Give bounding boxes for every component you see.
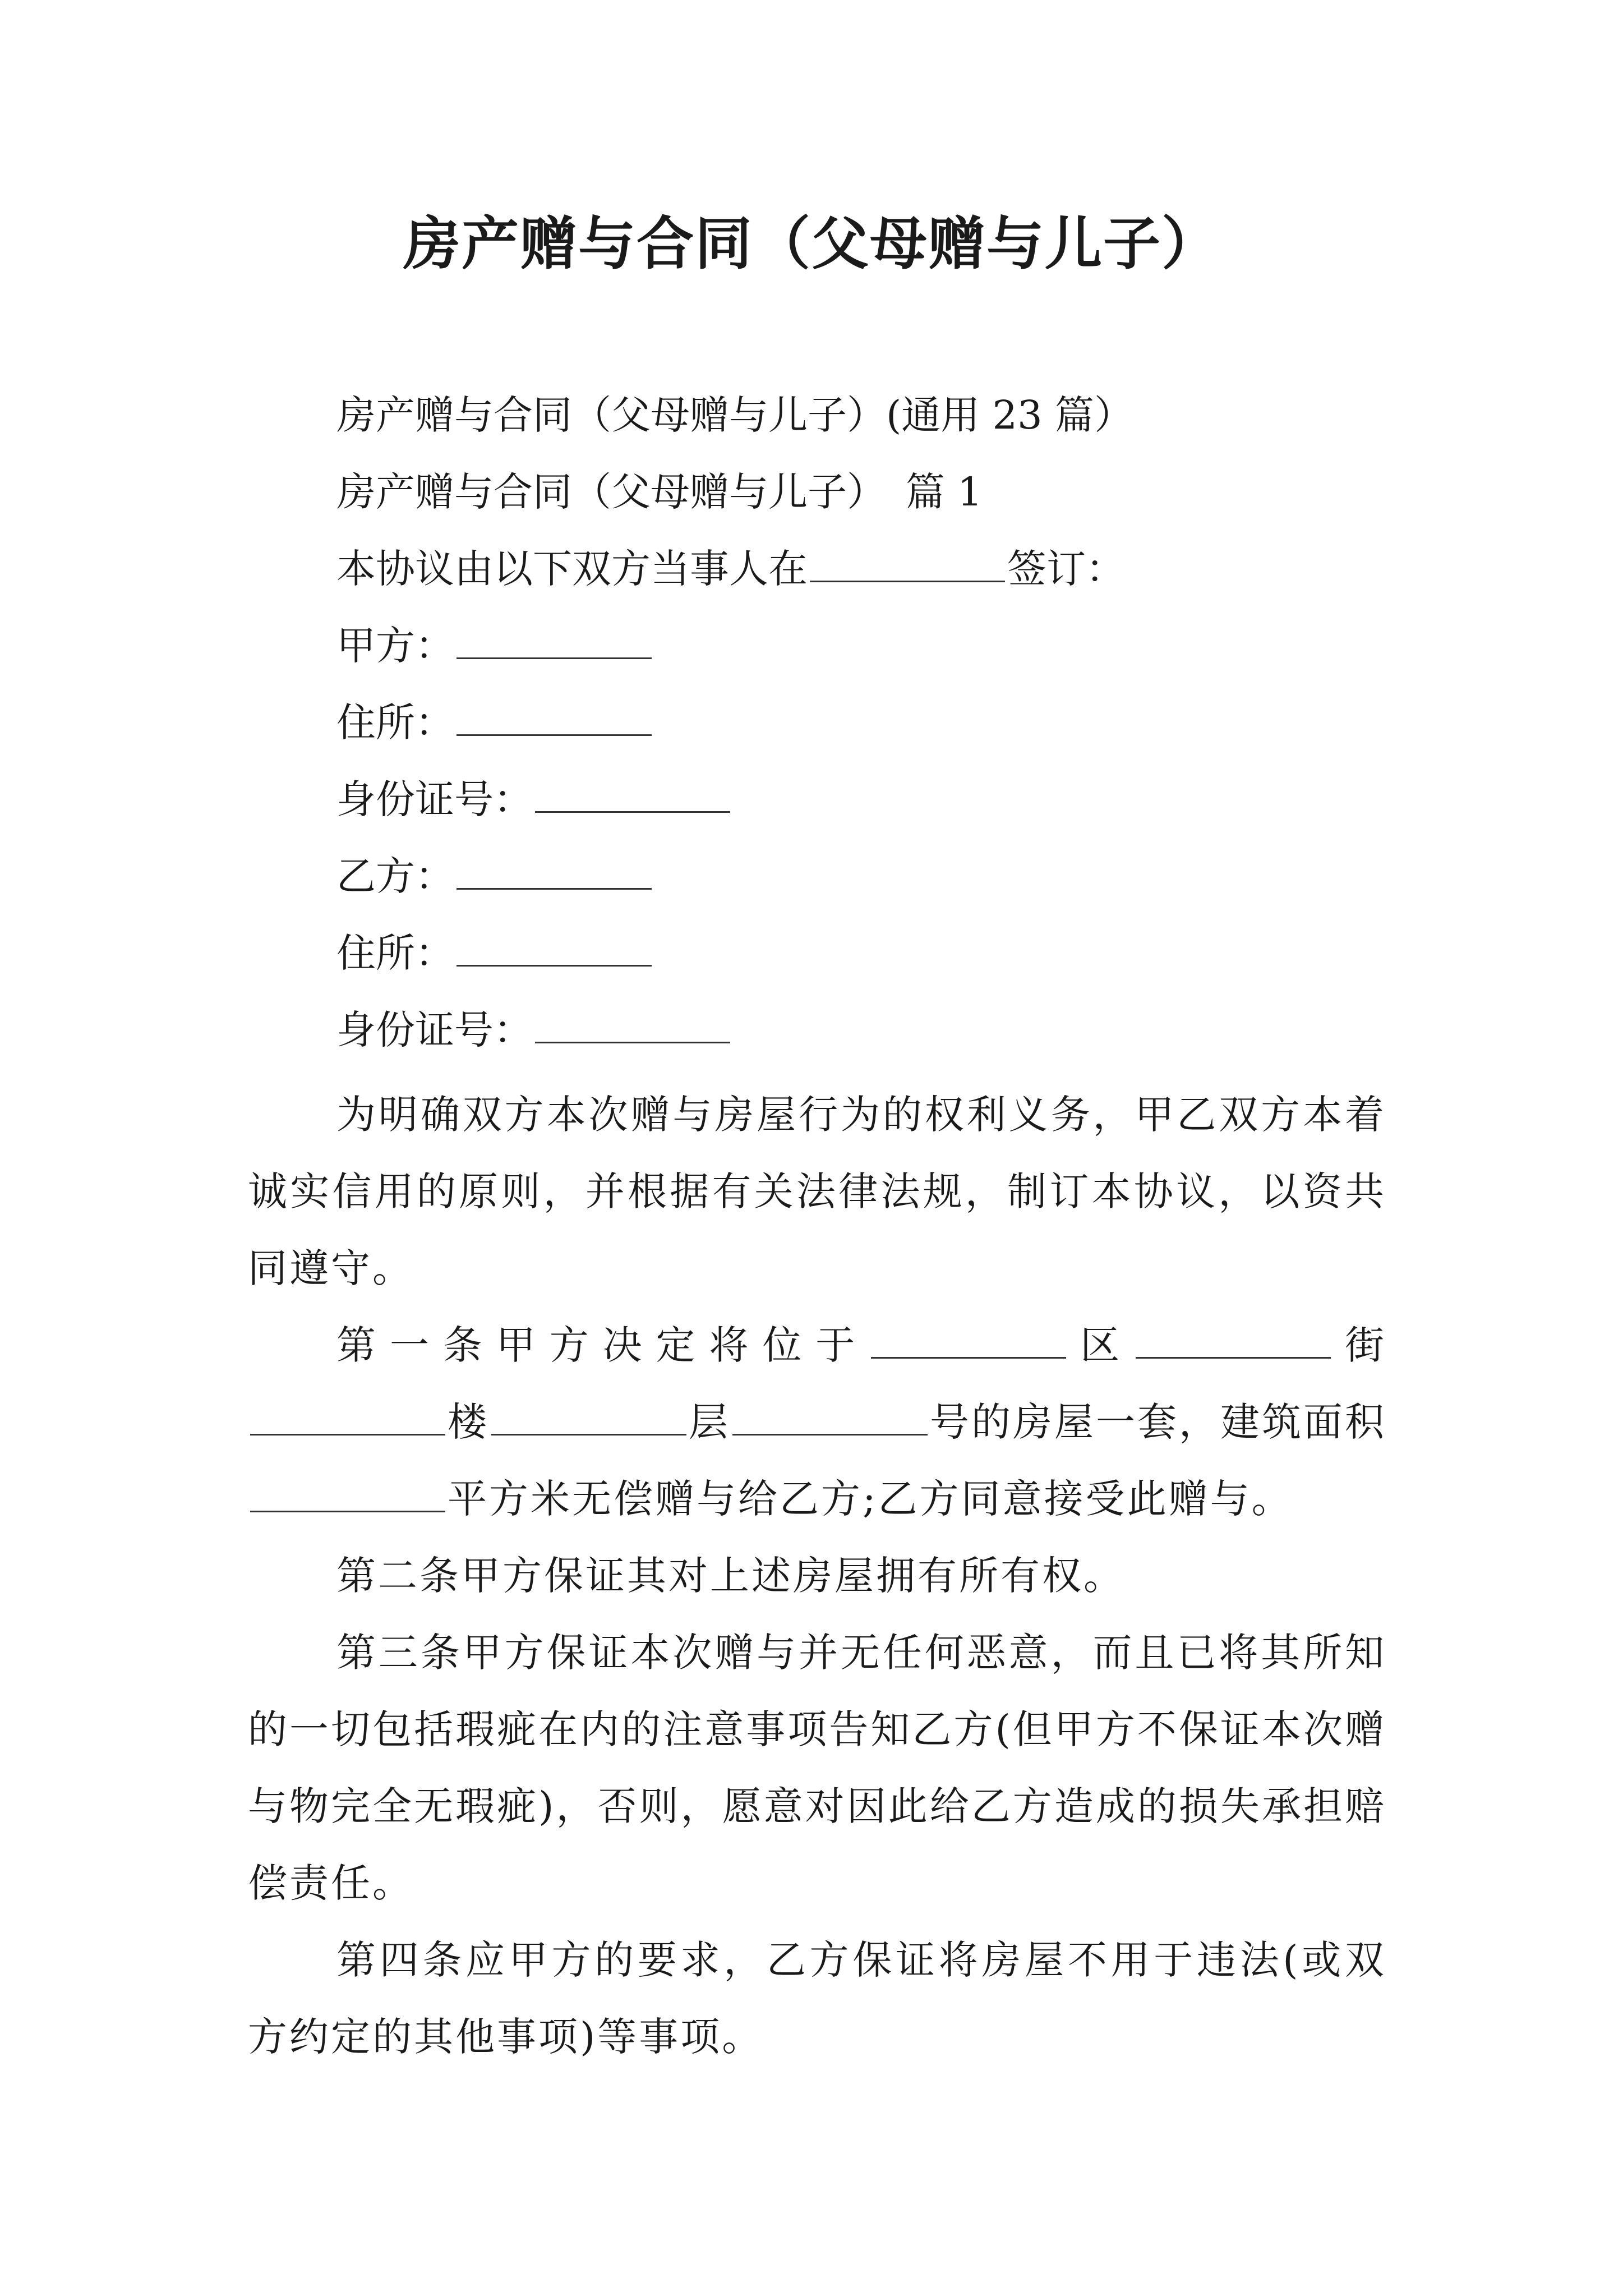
party-b-id-line	[336, 1005, 732, 1055]
article-2-paragraph: 第二条甲方保证其对上述房屋拥有所有权。	[336, 1553, 1125, 1599]
article-1-text-1: 第一条甲方决定将位于	[336, 1322, 869, 1368]
party-b-address-label: 住所：	[336, 930, 454, 976]
intro-line	[336, 544, 1125, 594]
party-b-address-line	[336, 928, 654, 978]
article-1-area-blank	[250, 1510, 445, 1512]
party-a-address-line	[336, 697, 654, 748]
article-1-building-blank	[250, 1433, 445, 1435]
party-b-id-label: 身份证号：	[336, 1007, 533, 1053]
party-a-name-line	[336, 620, 654, 671]
party-a-name-label: 甲方：	[336, 623, 454, 669]
intro-text-after: 签订：	[1007, 546, 1125, 592]
article-1-text-7: 平方米无偿赠与给乙方;乙方同意接受此赠与。	[448, 1476, 1293, 1522]
signing-place-blank	[810, 579, 1005, 582]
party-b-id-blank	[535, 1041, 730, 1043]
document-title: 房产赠与合同（父母赠与儿子）	[403, 210, 1220, 278]
article-1-text-2: 区	[1068, 1322, 1134, 1368]
party-a-address-blank	[457, 733, 652, 736]
article-4-paragraph: 第四条应甲方的要求，乙方保证将房屋不用于违法(或双方约定的其他事项)等事项。	[248, 1937, 1386, 2060]
article-1-text-3: 街	[1333, 1322, 1387, 1368]
article-1-floor-blank	[491, 1433, 686, 1435]
article-1-street-blank	[1136, 1356, 1331, 1359]
intro-text-before: 本协议由以下双方当事人在	[336, 546, 808, 592]
article-1-text-4: 楼	[448, 1399, 489, 1445]
party-a-address-label: 住所：	[336, 700, 454, 746]
article-1-district-blank	[871, 1356, 1066, 1359]
party-b-name-line	[336, 851, 654, 901]
party-b-name-label: 乙方：	[336, 853, 454, 899]
article-1-number-blank	[732, 1433, 928, 1435]
party-b-address-blank	[457, 964, 652, 967]
section-heading: 房产赠与合同（父母赠与儿子） 篇 1	[336, 469, 983, 515]
document-subtitle: 房产赠与合同（父母赠与儿子）(通用 23 篇）	[336, 392, 1133, 438]
party-a-name-blank	[457, 656, 652, 659]
preamble-paragraph: 为明确双方本次赠与房屋行为的权利义务，甲乙双方本着诚实信用的原则，并根据有关法律法规，制订本协议，以资共同遵守。	[248, 1092, 1386, 1291]
article-1-paragraph	[248, 1307, 1386, 1538]
party-a-id-line	[336, 774, 732, 825]
article-3-paragraph: 第三条甲方保证本次赠与并无任何恶意，而且已将其所知的一切包括瑕疵在内的注意事项告知乙方(但甲方不保证本次赠与物完全无瑕疵)，否则，愿意对因此给乙方造成的损失承担赔偿责任。	[248, 1630, 1386, 1906]
article-1-text-5: 层	[689, 1399, 730, 1445]
party-b-name-blank	[457, 887, 652, 890]
party-a-id-label: 身份证号：	[336, 776, 533, 822]
party-a-id-blank	[535, 810, 730, 813]
article-1-text-6: 号的房屋一套，建筑面积	[930, 1399, 1386, 1445]
